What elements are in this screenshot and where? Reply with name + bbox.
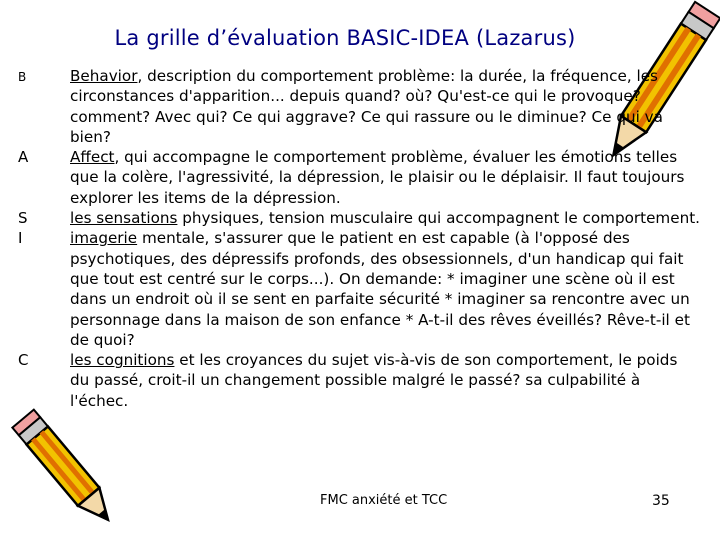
item-text: , description du comportement problème: la durée, la fréquence, les circonstances d'apparition... depuis quand? où? Qu'est-ce qui le provoque? comment? Avec qui? Ce qui aggrave? Ce qui rassure ou le diminue? Ce qui va bien? (70, 67, 663, 146)
item-text: mentale, s'assurer que le patient en est capable (à l'opposé des psychotiques, des dépressifs profonds, des obsessionnels, d'un handicap qui fait que tout est centré sur le corps...). On demande: * imaginer une scène où il est dans un endroit où il se sent en parfaite sécurité * imaginer sa rencontre avec un personnage dans la maison de son enfance * A-t-il des rêves éveillés? Rêve-t-il et de quoi? (70, 229, 690, 349)
item-keyword: les cognitions (70, 351, 175, 370)
list-item-imagerie (18, 228, 700, 350)
item-letter: C (18, 351, 29, 370)
list-item-affect (18, 147, 700, 208)
item-text: physiques, tension musculaire qui accompagnent le comportement. (177, 209, 700, 228)
footer-text: FMC anxiété et TCC (320, 493, 448, 508)
item-letter: A (18, 148, 29, 167)
list-item-cognitions (18, 350, 700, 411)
item-letter: I (18, 229, 23, 248)
slide-title: La grille d’évaluation BASIC-IDEA (Lazarus) (114, 26, 576, 50)
slide-body (18, 66, 700, 411)
item-keyword: Affect (70, 148, 115, 167)
list-item-sensations (18, 208, 700, 228)
item-keyword: imagerie (70, 229, 138, 248)
item-keyword: Behavior (70, 67, 138, 85)
item-text: et les croyances du sujet vis-à-vis de son comportement, le poids du passé, croit-il un changement possible malgré le passé? sa culpabilité à l'échec. (70, 351, 678, 410)
item-letter: S (18, 209, 28, 228)
item-letter: B (18, 70, 27, 84)
pencil-icon (0, 395, 130, 540)
list-item-behavior (18, 66, 700, 147)
page-number: 35 (652, 493, 670, 509)
item-text: , qui accompagne le comportement problème, évaluer les émotions telles que la colère, l'agressivité, la dépression, le plaisir ou le déplaisir. Il faut toujours explorer les items de la dépression. (70, 148, 685, 207)
item-keyword: les sensations (70, 209, 178, 228)
